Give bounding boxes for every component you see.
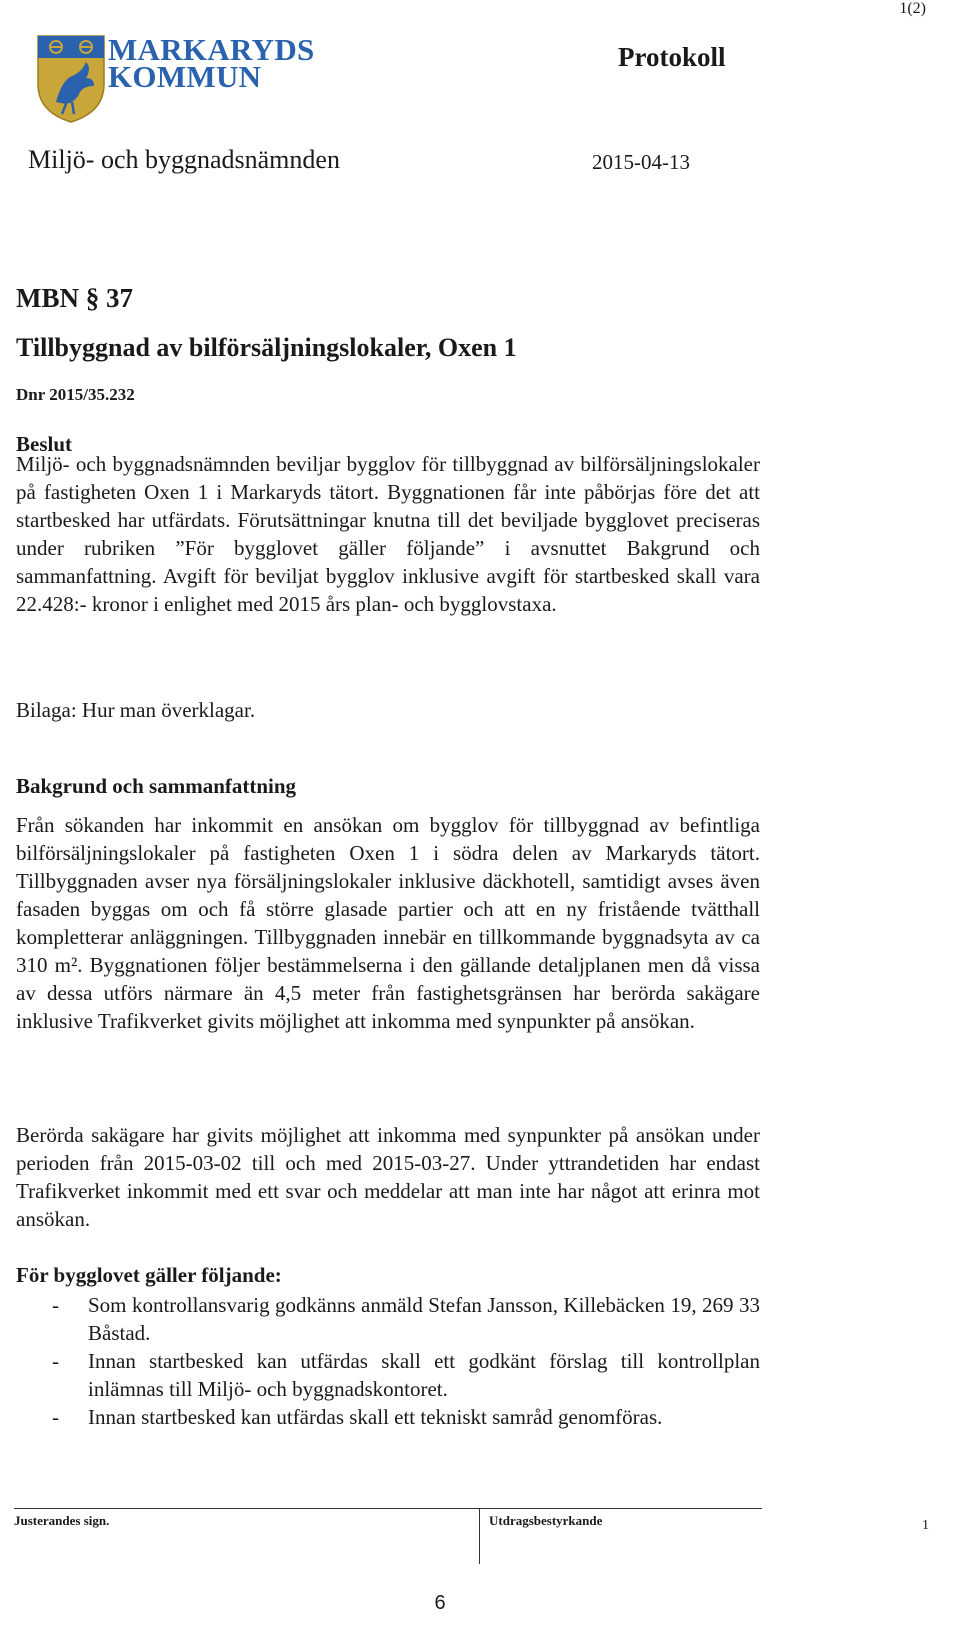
list-item-text: Innan startbesked kan utfärdas skall ett godkänt förslag till kontrollplan inlämnas till Miljö- och byggnadskontoret. (88, 1349, 760, 1401)
condition-list (16, 1291, 760, 1431)
list-item-text: Innan startbesked kan utfärdas skall ett tekniskt samråd genomföras. (88, 1405, 663, 1429)
beslut-text: Miljö- och byggnadsnämnden beviljar bygglov för tillbyggnad av bilförsäljningslokaler på fastigheten Oxen 1 i Markaryds tätort. Byggnationen får inte påbörjas före det att startbesked har utfärdats. Förutsättningar knutna till det beviljade bygglovet preciseras under rubriken ”För bygglovet gäller följande” i avsnuttet Bakgrund och sammanfattning. Avgift för beviljat bygglov inklusive avgift för startbesked skall vara 22.428:- kronor i enlighet med 2015 års plan- och bygglovstaxa. (16, 452, 760, 616)
list-bullet: - (52, 1293, 59, 1317)
logo-text-line2: KOMMUN (108, 59, 262, 94)
bottom-page-number: 6 (434, 1592, 446, 1614)
list-item (16, 1403, 760, 1431)
list-bullet: - (52, 1349, 59, 1373)
list-item (16, 1347, 760, 1403)
adjuster-signature-label: Justerandes sign. (14, 1513, 110, 1528)
document-type: Protokoll (618, 42, 726, 72)
footer-divider (14, 1508, 762, 1509)
section-number: MBN § 37 (16, 283, 133, 313)
heading-bakgrund: Bakgrund och sammanfattning (16, 774, 297, 798)
heading-beslut: Beslut (16, 432, 73, 456)
extract-certification-label: Utdragsbestyrkande (489, 1513, 603, 1528)
meeting-date: 2015-04-13 (592, 150, 690, 174)
page-indicator: 1(2) (899, 0, 926, 17)
diary-number: Dnr 2015/35.232 (16, 385, 135, 404)
section-title: Tillbyggnad av bilförsäljningslokaler, Oxen 1 (16, 333, 517, 362)
list-item-text: Som kontrollansvarig godkänns anmäld Stefan Jansson, Killebäcken 19, 269 33 Båstad. (88, 1293, 760, 1345)
footer-page-number: 1 (922, 1518, 929, 1533)
coat-of-arms-icon (36, 32, 106, 124)
footer-column-divider (479, 1508, 480, 1564)
heading-villkor: För bygglovet gäller följande: (16, 1263, 282, 1287)
logo-text-line1: MARKARYDS (108, 32, 315, 67)
bakgrund-paragraph-2: Berörda sakägare har givits möjlighet att inkomma med synpunkter på ansökan under perioden från 2015-03-02 till och med 2015-03-27. Under yttrandetiden har endast Trafikverket inkommit med ett svar och meddelar att man inte har något att erinra mot ansökan. (16, 1123, 760, 1231)
bilaga-note: Bilaga: Hur man överklagar. (16, 698, 256, 722)
committee-name: Miljö- och byggnadsnämnden (28, 145, 340, 174)
list-bullet: - (52, 1405, 59, 1429)
list-item (16, 1291, 760, 1347)
bakgrund-paragraph-1: Från sökanden har inkommit en ansökan om bygglov för tillbyggnad av befintliga bilförsäljningslokaler på fastigheten Oxen 1 i södra delen av Markaryds tätort. Tillbyggnaden avser nya försäljningslokaler inklusive däckhotell, samtidigt avses även fasaden byggas om och få större glasade partier och att en ny fristående tvätthall kompletterar anläggningen. Tillbyggnaden innebär en tillkommande byggnadsyta av ca 310 m². Byggnationen följer bestämmelserna i den gällande detaljplanen men då vissa av dessa utförs närmare än 4,5 meter från fastighetsgränsen har berörda sakägare inklusive Trafikverket givits möjlighet att inkomma med synpunkter på ansökan. (16, 813, 760, 1033)
municipality-logo (36, 32, 326, 124)
